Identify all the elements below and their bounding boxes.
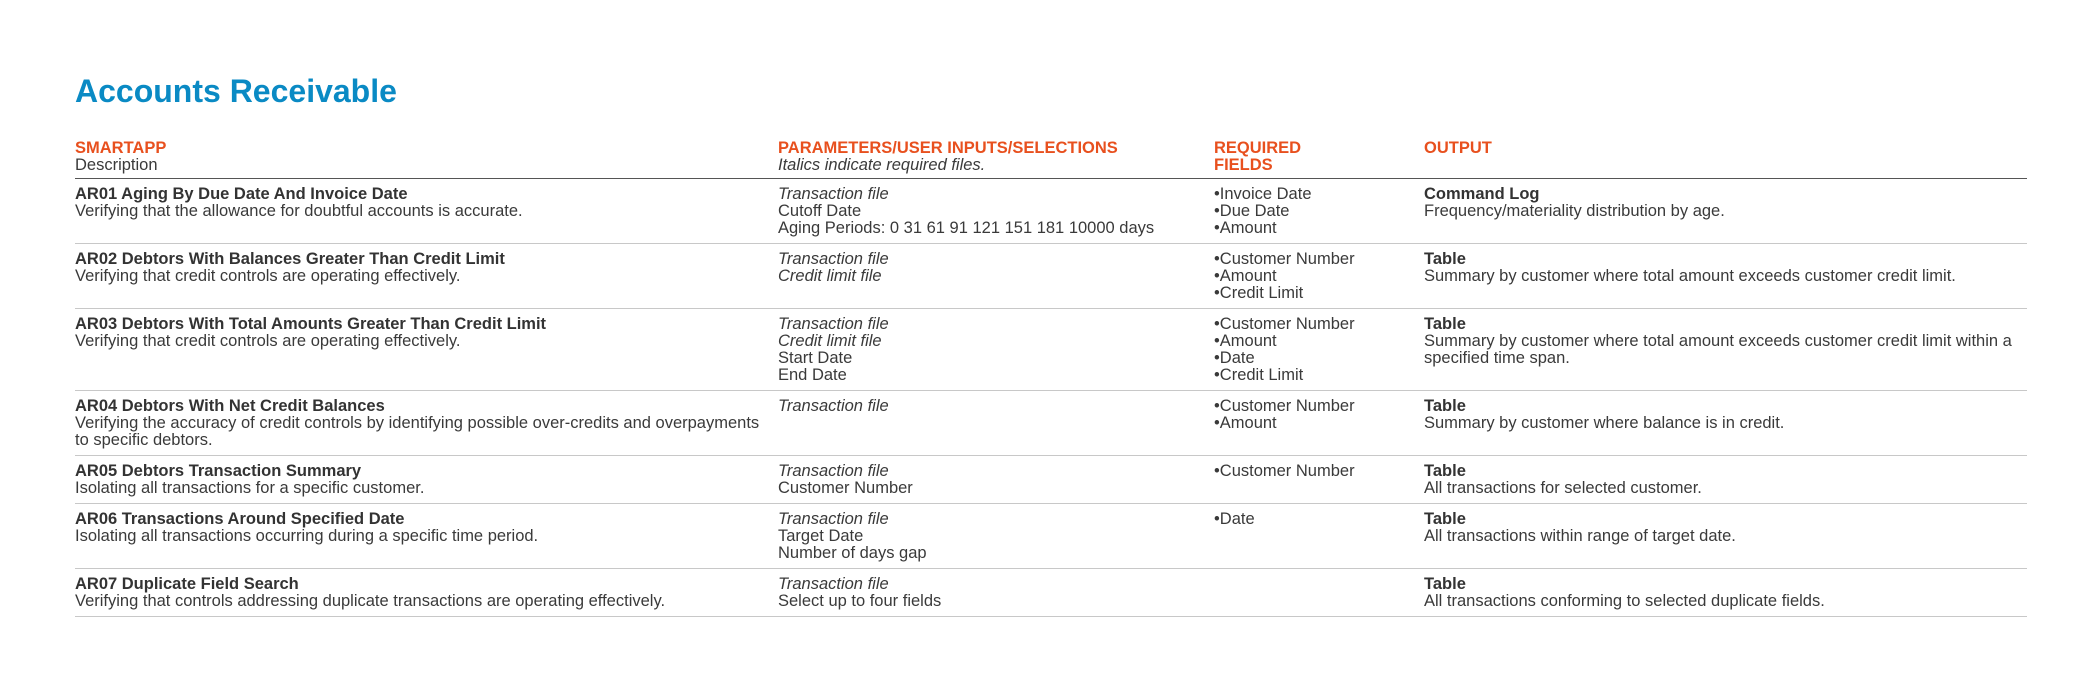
header-output bbox=[1424, 140, 2027, 179]
table-row bbox=[75, 244, 2027, 309]
header-output-label: OUTPUT bbox=[1424, 139, 1492, 157]
smartapp-cell bbox=[75, 504, 778, 569]
output-cell bbox=[1424, 391, 2027, 456]
smartapp-description: Verifying that credit controls are operating effectively. bbox=[75, 267, 461, 285]
header-smartapp bbox=[75, 140, 778, 179]
required-fields-cell bbox=[1214, 456, 1424, 504]
smartapp-name: AR07 Duplicate Field Search bbox=[75, 575, 299, 593]
smartapp-name: AR03 Debtors With Total Amounts Greater Than Credit Limit bbox=[75, 315, 547, 333]
output-type: Table bbox=[1424, 462, 1466, 480]
parameters-cell bbox=[778, 309, 1214, 391]
smartapp-cell bbox=[75, 244, 778, 309]
smartapp-cell bbox=[75, 179, 778, 244]
output-cell bbox=[1424, 569, 2027, 617]
table-row bbox=[75, 504, 2027, 569]
parameter-item: Cutoff Date bbox=[778, 202, 862, 220]
output-cell bbox=[1424, 456, 2027, 504]
parameters-cell bbox=[778, 179, 1214, 244]
output-description: Summary by customer where total amount exceeds customer credit limit. bbox=[1424, 267, 1956, 285]
parameters-cell bbox=[778, 504, 1214, 569]
smartapp-description: Isolating all transactions for a specific customer. bbox=[75, 479, 425, 497]
smartapp-description: Verifying that the allowance for doubtful accounts is accurate. bbox=[75, 202, 523, 220]
required-file: Transaction file bbox=[778, 250, 889, 268]
header-parameters-label: PARAMETERS/USER INPUTS/SELECTIONS bbox=[778, 139, 1118, 157]
output-cell bbox=[1424, 504, 2027, 569]
output-description: Summary by customer where balance is in credit. bbox=[1424, 414, 1785, 432]
document-page bbox=[75, 64, 2027, 617]
required-field-item: • Customer Number bbox=[1214, 251, 1414, 268]
required-file: Transaction file bbox=[778, 185, 889, 203]
output-type: Table bbox=[1424, 575, 1466, 593]
output-cell bbox=[1424, 309, 2027, 391]
header-parameters-sub: Italics indicate required files. bbox=[778, 156, 986, 174]
required-field-item: • Invoice Date bbox=[1214, 186, 1414, 203]
required-field-item: • Credit Limit bbox=[1214, 285, 1414, 302]
parameter-item: Select up to four fields bbox=[778, 592, 942, 610]
required-file: Transaction file bbox=[778, 510, 889, 528]
required-file: Credit limit file bbox=[778, 332, 882, 350]
header-smartapp-label: SMARTAPP bbox=[75, 139, 167, 157]
parameter-item: Customer Number bbox=[778, 479, 913, 497]
output-description: All transactions conforming to selected duplicate fields. bbox=[1424, 592, 1825, 610]
parameters-cell bbox=[778, 569, 1214, 617]
required-file: Transaction file bbox=[778, 315, 889, 333]
table-row bbox=[75, 569, 2027, 617]
required-field-item: • Due Date bbox=[1214, 203, 1414, 220]
table-header-row bbox=[75, 140, 2027, 179]
parameter-item: Start Date bbox=[778, 349, 853, 367]
parameters-cell bbox=[778, 391, 1214, 456]
output-type: Table bbox=[1424, 315, 1466, 333]
smartapp-name: AR05 Debtors Transaction Summary bbox=[75, 462, 362, 480]
required-field-item: • Date bbox=[1214, 511, 1414, 528]
required-fields-cell bbox=[1214, 391, 1424, 456]
required-file: Transaction file bbox=[778, 397, 889, 415]
smartapp-cell bbox=[75, 391, 778, 456]
output-type: Table bbox=[1424, 397, 1466, 415]
header-parameters bbox=[778, 140, 1214, 179]
smartapp-name: AR06 Transactions Around Specified Date bbox=[75, 510, 405, 528]
header-required-label: REQUIRED bbox=[1214, 139, 1302, 157]
smartapp-cell bbox=[75, 569, 778, 617]
output-description: Summary by customer where total amount exceeds customer credit limit within a specified time span. bbox=[1424, 332, 2012, 367]
parameter-item: Number of days gap bbox=[778, 544, 927, 562]
parameter-item: Aging Periods: 0 31 61 91 121 151 181 10000 days bbox=[778, 219, 1155, 237]
page-title: Accounts Receivable bbox=[75, 73, 397, 109]
required-field-item: • Credit Limit bbox=[1214, 367, 1414, 384]
smartapp-name: AR04 Debtors With Net Credit Balances bbox=[75, 397, 385, 415]
required-field-item: • Customer Number bbox=[1214, 316, 1414, 333]
parameter-item: End Date bbox=[778, 366, 847, 384]
required-fields-cell bbox=[1214, 309, 1424, 391]
smartapp-description: Verifying that controls addressing duplicate transactions are operating effectively. bbox=[75, 592, 666, 610]
smartapp-name: AR02 Debtors With Balances Greater Than Credit Limit bbox=[75, 250, 505, 268]
required-fields-cell bbox=[1214, 504, 1424, 569]
smartapp-description: Verifying that credit controls are operating effectively. bbox=[75, 332, 461, 350]
required-file: Credit limit file bbox=[778, 267, 882, 285]
required-field-item: • Amount bbox=[1214, 415, 1414, 432]
required-field-item: • Customer Number bbox=[1214, 398, 1414, 415]
table-row bbox=[75, 391, 2027, 456]
required-file: Transaction file bbox=[778, 462, 889, 480]
smartapp-description: Verifying the accuracy of credit controls by identifying possible over-credits and overpayments to specific debtors. bbox=[75, 414, 760, 449]
output-type: Table bbox=[1424, 250, 1466, 268]
parameter-item: Target Date bbox=[778, 527, 864, 545]
required-fields-cell bbox=[1214, 179, 1424, 244]
output-type: Command Log bbox=[1424, 185, 1540, 203]
required-field-item: • Amount bbox=[1214, 268, 1414, 285]
parameters-cell bbox=[778, 244, 1214, 309]
required-fields-cell bbox=[1214, 569, 1424, 617]
smartapp-table bbox=[75, 140, 2027, 617]
header-smartapp-sub: Description bbox=[75, 156, 158, 174]
parameters-cell bbox=[778, 456, 1214, 504]
required-field-item: • Customer Number bbox=[1214, 463, 1414, 480]
output-cell bbox=[1424, 244, 2027, 309]
header-fields-label: FIELDS bbox=[1214, 156, 1273, 174]
smartapp-name: AR01 Aging By Due Date And Invoice Date bbox=[75, 185, 408, 203]
output-description: All transactions for selected customer. bbox=[1424, 479, 1702, 497]
required-field-item: • Amount bbox=[1214, 220, 1414, 237]
smartapp-cell bbox=[75, 309, 778, 391]
required-file: Transaction file bbox=[778, 575, 889, 593]
required-field-item: • Amount bbox=[1214, 333, 1414, 350]
output-description: All transactions within range of target date. bbox=[1424, 527, 1736, 545]
output-description: Frequency/materiality distribution by age. bbox=[1424, 202, 1725, 220]
header-required-fields bbox=[1214, 140, 1424, 179]
required-field-item: • Date bbox=[1214, 350, 1414, 367]
table-row bbox=[75, 179, 2027, 244]
smartapp-description: Isolating all transactions occurring during a specific time period. bbox=[75, 527, 539, 545]
table-row bbox=[75, 456, 2027, 504]
required-fields-cell bbox=[1214, 244, 1424, 309]
output-type: Table bbox=[1424, 510, 1466, 528]
output-cell bbox=[1424, 179, 2027, 244]
smartapp-cell bbox=[75, 456, 778, 504]
table-row bbox=[75, 309, 2027, 391]
